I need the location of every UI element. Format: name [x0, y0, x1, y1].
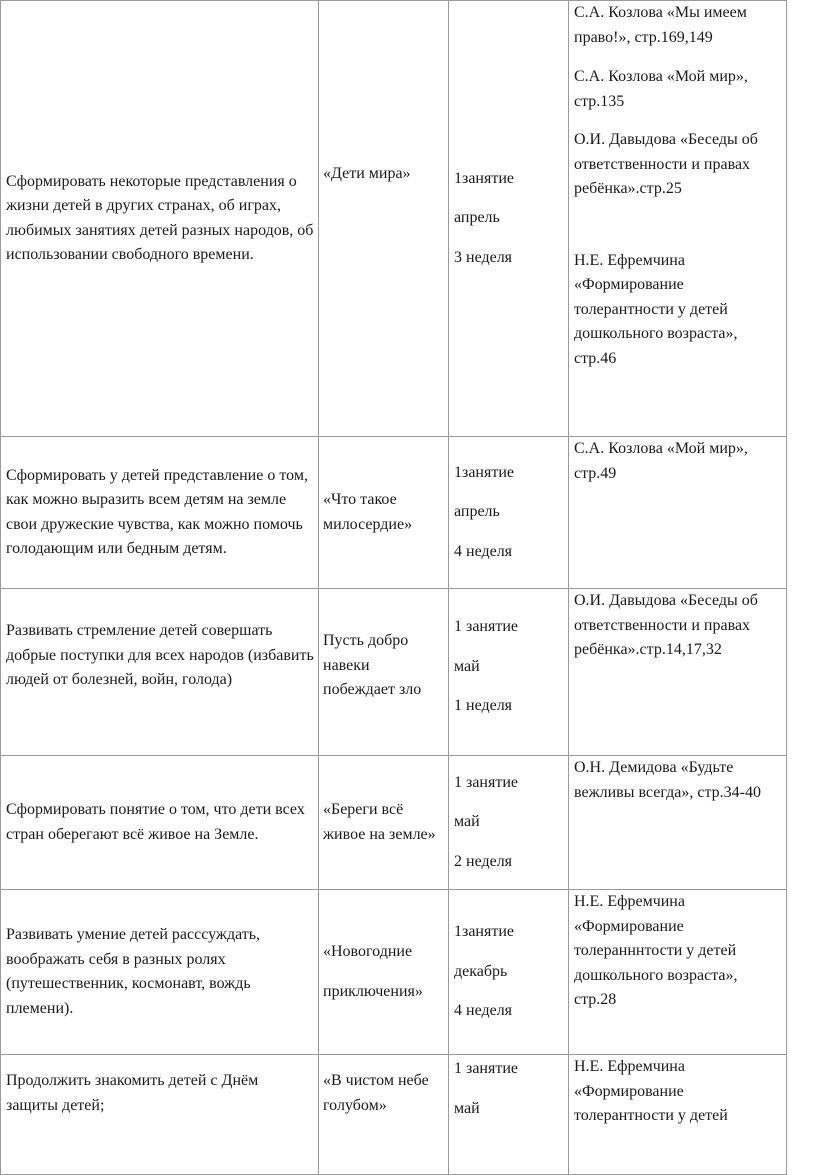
topic-cell: «В чистом небе голубом» — [319, 1055, 449, 1175]
topic-cell: «Береги всё живое на земле» — [319, 756, 449, 890]
reference-cell: О.И. Давыдова «Беседы об ответственности и правах ребёнка».стр.14,17,32 — [569, 589, 787, 756]
reference-cell: О.Н. Демидова «Будьте вежливы всегда», стр.34-40 — [569, 756, 787, 890]
table-row — [1, 1055, 787, 1175]
session-cell: 1 занятие май 1 неделя — [449, 589, 569, 756]
goal-cell: Сформировать некоторые представления о жизни детей в других странах, об играх, любимых занятиях детей разных народов, об использовании свободного времени. — [1, 1, 319, 437]
table-row — [1, 437, 787, 589]
reference-cell: С.А. Козлова «Мы имеем право!», стр.169,149 С.А. Козлова «Мой мир», стр.135 О.И. Давыдова «Беседы об ответственности и правах ребёнка».стр.25 Н.Е. Ефремчина «Формирование толерантности у детей дошкольного возраста», стр.46 — [569, 1, 787, 437]
goal-cell: Развивать стремление детей совершать добрые поступки для всех народов (избавить людей от болезней, войн, голода) — [1, 589, 319, 756]
table-row — [1, 589, 787, 756]
reference-cell: Н.Е. Ефремчина «Формирование толерантности у детей — [569, 1055, 787, 1175]
topic-cell: Пусть добро навеки побеждает зло — [319, 589, 449, 756]
session-cell: 1занятие апрель 3 неделя — [449, 1, 569, 437]
goal-cell: Продолжить знакомить детей с Днём защиты детей; — [1, 1055, 319, 1175]
session-cell: 1занятие декабрь 4 неделя — [449, 890, 569, 1055]
session-cell: 1 занятие май — [449, 1055, 569, 1175]
table-row — [1, 1, 787, 437]
session-cell: 1 занятие май 2 неделя — [449, 756, 569, 890]
goal-cell: Сформировать понятие о том, что дети всех стран оберегают всё живое на Земле. — [1, 756, 319, 890]
goal-cell: Сформировать у детей представление о том, как можно выразить всем детям на земле свои дружеские чувства, как можно помочь голодающим или бедным детям. — [1, 437, 319, 589]
reference-cell: С.А. Козлова «Мой мир», стр.49 — [569, 437, 787, 589]
goal-cell: Развивать умение детей расссуждать, воображать себя в разных ролях (путешественник, космонавт, вождь племени). — [1, 890, 319, 1055]
topic-cell: «Дети мира» — [319, 1, 449, 437]
session-cell: 1занятие апрель 4 неделя — [449, 437, 569, 589]
table-row — [1, 890, 787, 1055]
topic-cell: «Новогодние приключения» — [319, 890, 449, 1055]
topic-cell: «Что такое милосердие» — [319, 437, 449, 589]
table-row — [1, 756, 787, 890]
reference-cell: Н.Е. Ефремчина «Формирование толеранннтости у детей дошкольного возраста», стр.28 — [569, 890, 787, 1055]
